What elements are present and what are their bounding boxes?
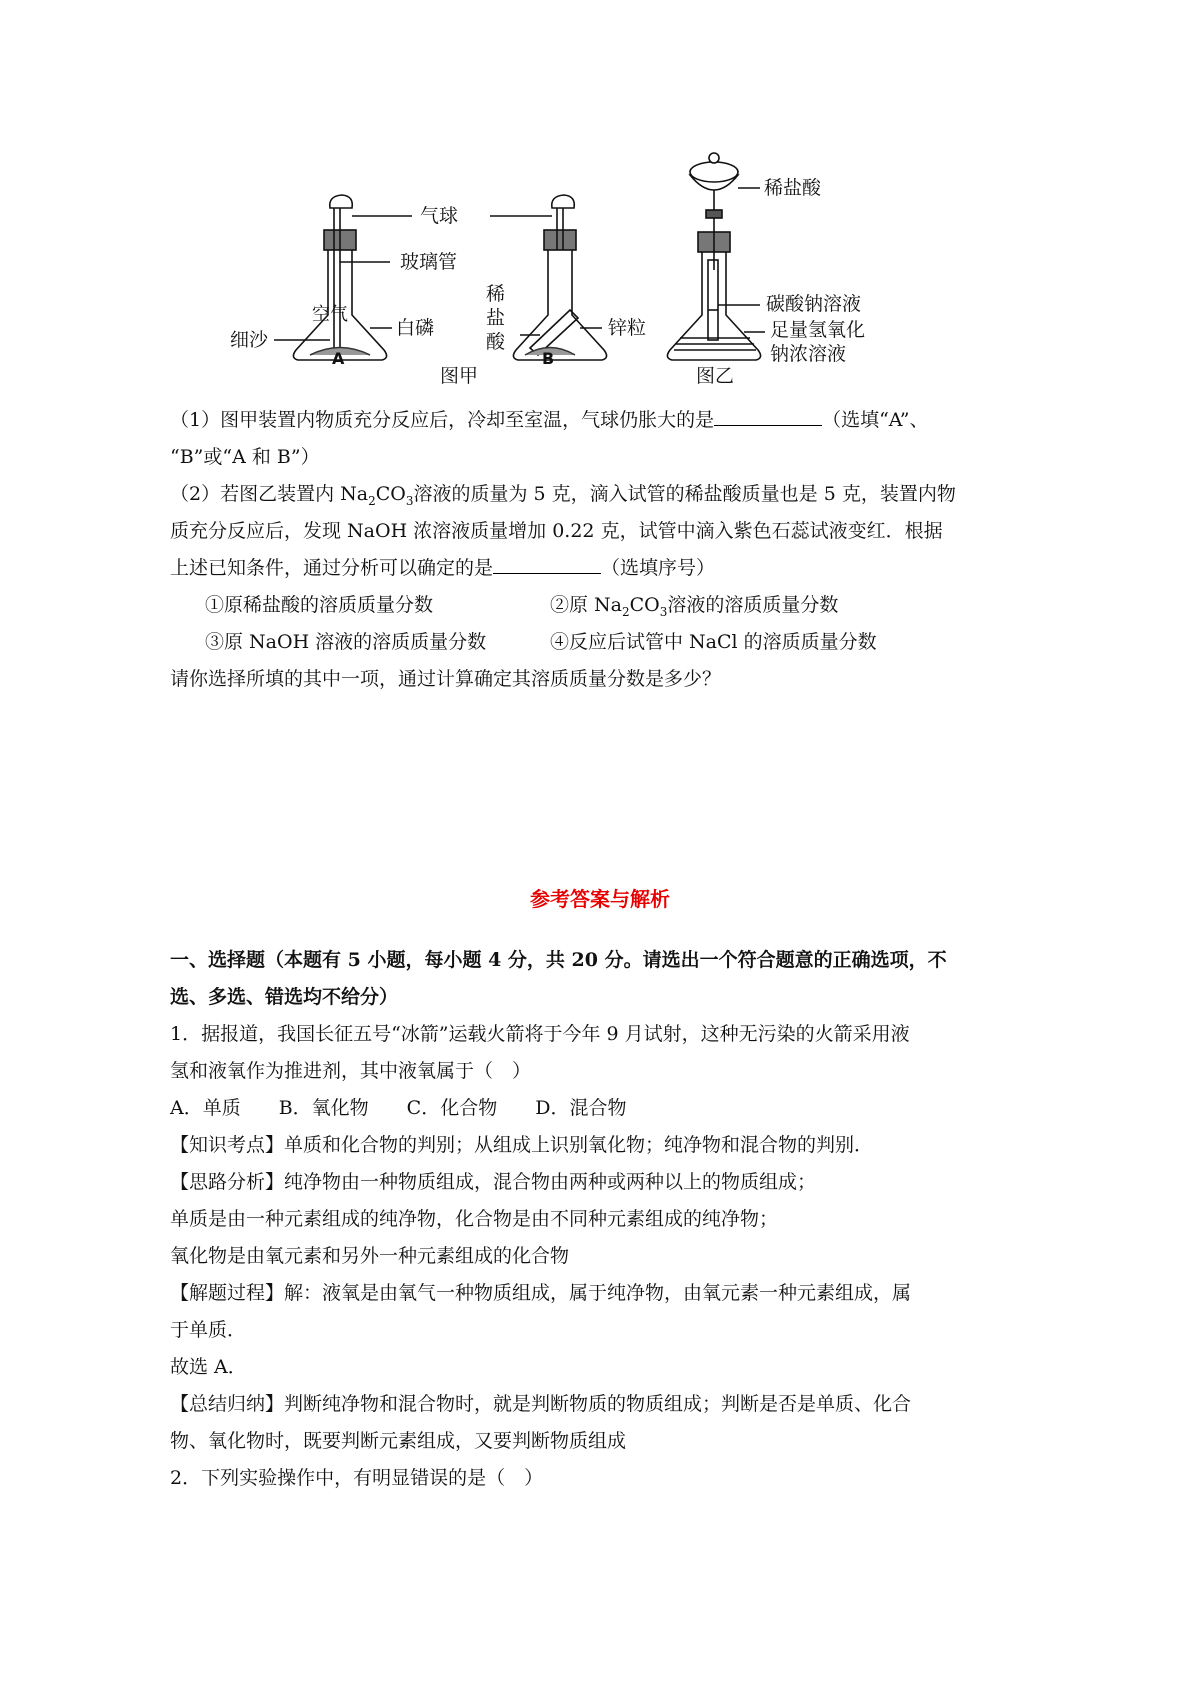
label-dilute-hcl: 稀盐酸 <box>764 177 822 199</box>
apparatus-diagram <box>230 150 930 430</box>
item1-options: A．单质 B．氧化物 C．化合物 D．混合物 <box>170 1097 627 1119</box>
label-sand: 细沙 <box>230 329 269 351</box>
item1-question-line2: 氢和液氧作为推进剂，其中液氧属于（ ） <box>170 1060 532 1082</box>
label-a: A <box>332 349 345 368</box>
item1-analysis-2: 单质是由一种元素组成的纯净物，化合物是由不同种元素组成的纯净物； <box>170 1208 779 1230</box>
caption-yi: 图乙 <box>696 365 735 387</box>
q2-line3: 上述已知条件，通过分析可以确定的是 （选填序号） <box>170 553 715 580</box>
section1-heading-line1: 一、选择题（本题有 5 小题，每小题 4 分，共 20 分。请选出一个符合题意的正确选项，不 <box>170 949 947 971</box>
q1-line2: “B”或“A 和 B”） <box>170 446 320 468</box>
item1-solution-3: 故选 A． <box>170 1356 247 1378</box>
answer-title: 参考答案与解析 <box>530 887 670 911</box>
label-naoh-1: 足量氢氧化 <box>770 319 866 341</box>
item1-solution-2: 于单质． <box>170 1319 247 1341</box>
option-1: ①原稀盐酸的溶质质量分数 <box>205 594 434 616</box>
label-glass-tube: 玻璃管 <box>400 251 458 273</box>
item1-analysis-1: 【思路分析】纯净物由一种物质组成，混合物由两种或两种以上的物质组成； <box>170 1171 817 1193</box>
apparatus-figure <box>230 150 930 430</box>
item1-solution-1: 【解题过程】解：液氧是由氧气一种物质组成，属于纯净物，由氧元素一种元素组成，属 <box>170 1282 912 1304</box>
option-2: ②原 $Na_2CO_3$溶液的溶质质量分数 <box>550 594 839 619</box>
label-b: B <box>542 349 555 368</box>
label-hcl-1: 稀 <box>486 283 506 305</box>
option-4: ④反应后试管中 NaCl 的溶质质量分数 <box>550 631 877 653</box>
label-balloon: 气球 <box>420 205 459 227</box>
flask-yi <box>667 153 760 360</box>
q1-answer-blank[interactable] <box>714 405 822 426</box>
item1-knowledge: 【知识考点】单质和化合物的判别；从组成上识别氧化物；纯净物和混合物的判别． <box>170 1134 874 1156</box>
label-naoh-2: 钠浓溶液 <box>770 343 847 365</box>
item1-summary-1: 【总结归纳】判断纯净物和混合物时，就是判断物质的物质组成；判断是否是单质、化合 <box>170 1393 912 1415</box>
item1-analysis-3: 氧化物是由氧元素和另外一种元素组成的化合物 <box>170 1245 570 1267</box>
label-white-phosphorus: 白磷 <box>396 317 435 339</box>
flask-a <box>293 195 386 360</box>
item2-question: 2．下列实验操作中，有明显错误的是（ ） <box>170 1467 544 1489</box>
label-zinc: 锌粒 <box>608 317 647 339</box>
item1-question-line1: 1．据报道，我国长征五号“冰箭”运载火箭将于今年 9 月试射，这种无污染的火箭采用液 <box>170 1023 910 1045</box>
item1-summary-2: 物、氧化物时，既要判断元素组成，又要判断物质组成 <box>170 1430 627 1452</box>
label-air: 空气 <box>312 304 348 325</box>
q2-ask: 请你选择所填的其中一项，通过计算确定其溶质质量分数是多少？ <box>170 668 722 690</box>
q1-line1: （1）图甲装置内物质充分反应后，冷却至室温，气球仍胀大的是 （选填“A”、 <box>170 405 928 432</box>
caption-jia: 图甲 <box>440 365 479 387</box>
label-hcl-2: 盐 <box>486 307 506 329</box>
q2-answer-blank[interactable] <box>493 553 601 574</box>
option-3: ③原 NaOH 溶液的溶质质量分数 <box>205 631 487 653</box>
q2-line1: （2）若图乙装置内 $Na_2CO_3$溶液的质量为 5 克，滴入试管的稀盐酸质量也是 5 克，装置内物 <box>170 483 956 508</box>
q2-line2: 质充分反应后，发现 NaOH 浓溶液质量增加 0.22 克，试管中滴入紫色石蕊试液变红．根据 <box>170 520 943 542</box>
label-hcl-3: 酸 <box>486 331 506 353</box>
label-na2co3: 碳酸钠溶液 <box>766 293 862 315</box>
section1-heading-line2: 选、多选、错选均不给分） <box>170 986 399 1008</box>
